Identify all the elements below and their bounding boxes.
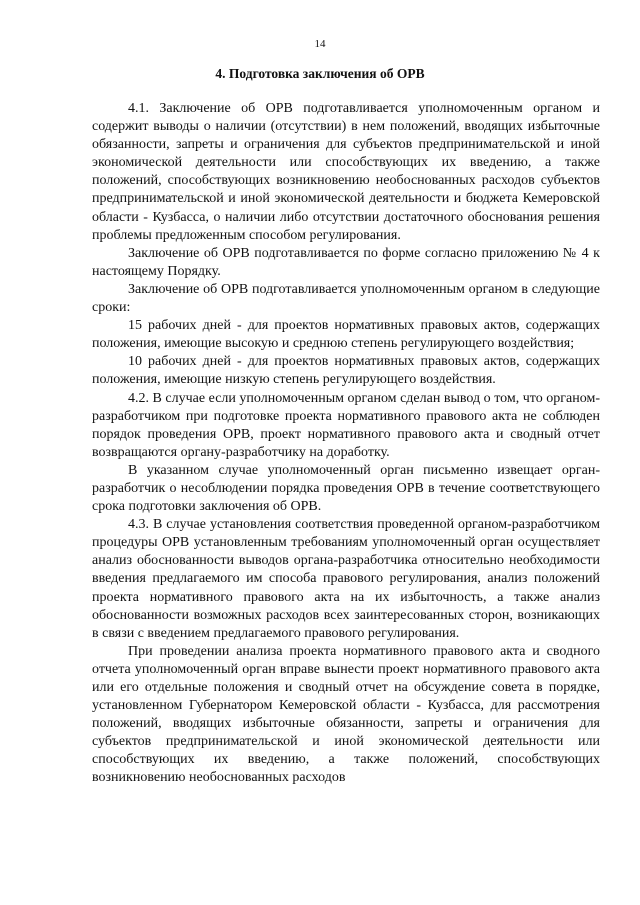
page-number: 14	[314, 38, 326, 50]
paragraph-notice: В указанном случае уполномоченный орган письменно извещает орган-разработчик о несоблюдении порядка проведения ОРВ в течение соответствующего срока подготовки заключения об ОРВ.	[92, 462, 600, 515]
paragraph-4-2: 4.2. В случае если уполномоченным органом сделан вывод о том, что органом-разработчиком при подготовке проекта нормативного правового акта не соблюден порядок проведения ОРВ, проект нормативного правового акта и сводный отчет возвращаются органу-разработчику на доработку.	[92, 390, 600, 460]
paragraph-term-15-days: 15 рабочих дней - для проектов нормативных правовых актов, содержащих положения, имеющие высокую и среднюю степень регулирующего воздействия;	[92, 318, 600, 352]
paragraph-4-1: 4.1. Заключение об ОРВ подготавливается уполномоченным органом и содержит выводы о наличии (отсутствии) в нем положений, вводящих избыточные обязанности, запреты и ограничения для субъектов предпринимательской и иной экономической деятельности или способствующих их введению, а также положений, способствующих возникновению необоснованных расходов субъектов предпринимательской и иной экономической деятельности и бюджета Кемеровской области - Кузбасса, о наличии либо отсутствии достаточного обоснования решения проблемы предложенным способом регулирования.	[92, 101, 600, 243]
paragraph-term-10-days: 10 рабочих дней - для проектов нормативных правовых актов, содержащих положения, имеющие низкую степень регулирующего воздействия.	[92, 354, 600, 388]
section-title: 4. Подготовка заключения об ОРВ	[215, 66, 425, 81]
paragraph-terms: Заключение об ОРВ подготавливается уполномоченным органом в следующие сроки:	[92, 281, 600, 316]
paragraph-council: При проведении анализа проекта нормативного правового акта и сводного отчета уполномоченный орган вправе вынести проект нормативного правового акта или его отдельные положения и сводный отчет на обсуждение совета в порядке, установленном Губернатором Кемеровской области - Кузбасса, для рассмотрения положений, вводящих избыточные обязанности, запреты и ограничения для субъектов предпринимательской и иной экономической деятельности или способствующих их введению, а также положений, способствующих возникновению необоснованных расходов	[92, 643, 600, 786]
paragraph-4-3: 4.3. В случае установления соответствия проведенной органом-разработчиком процедуры ОРВ установленным требованиям уполномоченный орган осуществляет анализ обоснованности выводов органа-разработчика относительно необходимости введения предлагаемого им способа правового регулирования, анализ положений проекта нормативного правового акта на их избыточность, а также анализ обоснованности возможных расходов всех заинтересованных сторон, возникающих в связи с введением предлагаемого правового регулирования.	[92, 517, 600, 641]
body-text	[92, 100, 600, 788]
paragraph-form: Заключение об ОРВ подготавливается по форме согласно приложению № 4 к настоящему Порядку.	[92, 245, 600, 279]
